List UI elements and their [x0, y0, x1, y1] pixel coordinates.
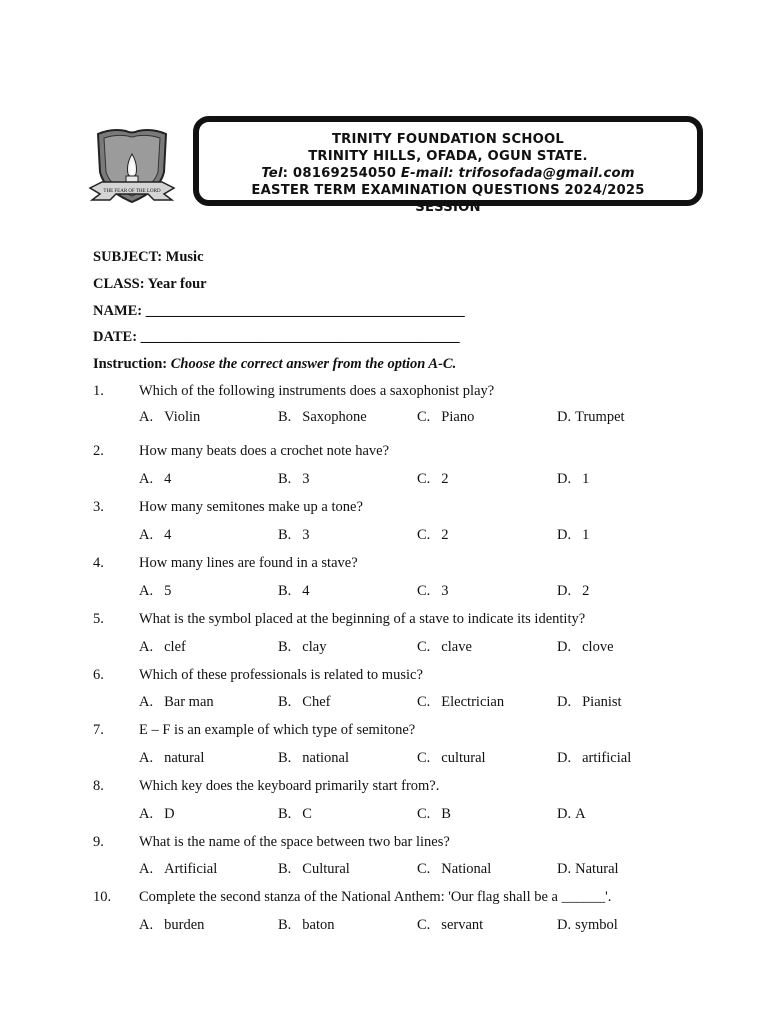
option-text: 4: [164, 471, 172, 487]
option-letter: C.: [417, 639, 431, 655]
question-number: 7.: [93, 722, 104, 738]
option-letter: A.: [139, 409, 154, 425]
answer-option[interactable]: [139, 527, 171, 544]
option-text: servant: [441, 917, 484, 933]
option-letter: A.: [139, 639, 154, 655]
option-text: 2: [441, 471, 449, 487]
school-contact: [199, 165, 697, 182]
answer-option[interactable]: [139, 471, 171, 488]
option-letter: C.: [417, 527, 431, 543]
option-letter: C.: [417, 917, 431, 933]
logo-motto: THE FEAR OF THE LORD: [103, 189, 161, 194]
question-number: 8.: [93, 778, 104, 794]
option-letter: C.: [417, 409, 431, 425]
option-letter: C.: [417, 694, 431, 710]
question-text: Which of these professionals is related to music?: [139, 667, 423, 683]
answer-option[interactable]: [139, 861, 217, 878]
option-text: 4: [302, 583, 310, 599]
option-text: National: [441, 861, 492, 877]
question-text: Which key does the keyboard primarily start from?.: [139, 778, 440, 794]
class-field: [93, 276, 207, 293]
option-text: Bar man: [164, 694, 214, 710]
exam-title: EASTER TERM EXAMINATION QUESTIONS 2024/2025: [251, 183, 645, 198]
option-text: Piano: [441, 409, 475, 425]
option-letter: D.: [557, 917, 572, 933]
answer-option[interactable]: [278, 806, 312, 823]
option-letter: D.: [557, 527, 572, 543]
answer-option[interactable]: [139, 917, 204, 934]
question-text: E – F is an example of which type of semitone?: [139, 722, 416, 738]
option-text: cultural: [441, 750, 486, 766]
option-letter: B.: [278, 750, 292, 766]
option-text: 3: [302, 527, 310, 543]
option-text: D: [164, 806, 175, 822]
answer-option[interactable]: [139, 806, 175, 823]
option-text: Pianist: [582, 694, 622, 710]
option-letter: C.: [417, 806, 431, 822]
option-letter: B.: [278, 583, 292, 599]
answer-option[interactable]: [557, 583, 589, 600]
answer-option[interactable]: [557, 694, 622, 711]
answer-option[interactable]: [278, 917, 335, 934]
question-text: How many semitones make up a tone?: [139, 499, 363, 515]
question-number: 3.: [93, 499, 104, 515]
instruction-text: Choose the correct answer from the option A-C.: [170, 356, 457, 372]
option-text: Chef: [302, 694, 331, 710]
date-label: DATE:: [93, 329, 138, 345]
answer-option[interactable]: [278, 750, 349, 767]
option-letter: C.: [417, 583, 431, 599]
answer-option[interactable]: [557, 750, 631, 767]
option-text: 4: [164, 527, 172, 543]
question-text: What is the symbol placed at the beginning of a stave to indicate its identity?: [139, 611, 586, 627]
option-letter: D.: [557, 409, 572, 425]
answer-option[interactable]: [139, 583, 171, 600]
option-text: baton: [302, 917, 335, 933]
answer-option[interactable]: [557, 471, 589, 488]
answer-option[interactable]: [557, 409, 625, 426]
instruction: [93, 356, 456, 373]
option-letter: A.: [139, 694, 154, 710]
name-field: [93, 303, 465, 320]
option-letter: C.: [417, 750, 431, 766]
answer-option[interactable]: [139, 694, 214, 711]
option-text: A: [575, 806, 586, 822]
option-letter: B.: [278, 471, 292, 487]
answer-option[interactable]: [139, 750, 204, 767]
option-letter: A.: [139, 471, 154, 487]
answer-option[interactable]: [417, 583, 449, 600]
answer-option[interactable]: [278, 861, 350, 878]
option-letter: D.: [557, 471, 572, 487]
option-text: burden: [164, 917, 205, 933]
option-text: clove: [582, 639, 614, 655]
exam-session: SESSION: [415, 200, 481, 215]
option-text: 1: [582, 471, 590, 487]
answer-option[interactable]: [557, 917, 618, 934]
answer-option[interactable]: [417, 409, 474, 426]
option-letter: A.: [139, 750, 154, 766]
question-number: 6.: [93, 667, 104, 683]
answer-option[interactable]: [139, 639, 186, 656]
answer-option[interactable]: [417, 527, 449, 544]
answer-option[interactable]: [417, 861, 491, 878]
option-letter: D.: [557, 694, 572, 710]
option-letter: B.: [278, 694, 292, 710]
option-letter: D.: [557, 861, 572, 877]
option-text: 1: [582, 527, 590, 543]
tel-label: Tel: [261, 166, 283, 181]
option-text: Electrician: [441, 694, 505, 710]
option-text: 2: [441, 527, 449, 543]
option-text: natural: [164, 750, 205, 766]
option-text: 3: [302, 471, 310, 487]
option-letter: B.: [278, 917, 292, 933]
answer-option[interactable]: [557, 806, 586, 823]
option-text: B: [441, 806, 451, 822]
option-text: Saxophone: [302, 409, 367, 425]
answer-option[interactable]: [278, 471, 310, 488]
question-number: 1.: [93, 383, 104, 399]
option-text: C: [302, 806, 312, 822]
answer-option[interactable]: [278, 527, 310, 544]
option-letter: A.: [139, 861, 154, 877]
answer-option[interactable]: [557, 639, 614, 656]
school-crest-icon: [88, 128, 176, 210]
answer-option[interactable]: [557, 527, 589, 544]
email-value: trifosofada@gmail.com: [458, 166, 635, 181]
question-text: How many beats does a crochet note have?: [139, 443, 390, 459]
option-text: Cultural: [302, 861, 350, 877]
option-text: Natural: [575, 861, 619, 877]
question-number: 2.: [93, 443, 104, 459]
question-text: Complete the second stanza of the National Anthem: 'Our flag shall be a ______'.: [139, 889, 612, 905]
school-address: TRINITY HILLS, OFADA, OGUN STATE.: [308, 149, 588, 164]
answer-option[interactable]: [417, 806, 451, 823]
date-field: [93, 329, 460, 346]
name-label: NAME:: [93, 303, 143, 319]
answer-option[interactable]: [557, 861, 619, 878]
option-letter: D.: [557, 806, 572, 822]
question-text: What is the name of the space between two bar lines?: [139, 834, 450, 850]
option-text: Artificial: [164, 861, 218, 877]
option-letter: A.: [139, 583, 154, 599]
option-text: Violin: [164, 409, 201, 425]
school-name: TRINITY FOUNDATION SCHOOL: [331, 132, 564, 147]
option-text: 5: [164, 583, 172, 599]
answer-option[interactable]: [417, 750, 486, 767]
option-letter: D.: [557, 639, 572, 655]
option-text: Trumpet: [575, 409, 625, 425]
option-text: 3: [441, 583, 449, 599]
option-letter: A.: [139, 527, 154, 543]
option-letter: B.: [278, 861, 292, 877]
class-value: Year four: [147, 276, 207, 292]
option-letter: B.: [278, 639, 292, 655]
instruction-label: Instruction:: [93, 356, 168, 372]
option-letter: C.: [417, 861, 431, 877]
subject-label: SUBJECT:: [93, 249, 163, 265]
option-letter: D.: [557, 583, 572, 599]
answer-option[interactable]: [278, 639, 326, 656]
tel-value: : 08169254050: [282, 166, 397, 181]
school-header: [193, 116, 703, 215]
subject-value: Music: [165, 249, 204, 265]
option-letter: C.: [417, 471, 431, 487]
class-label: CLASS:: [93, 276, 145, 292]
answer-option[interactable]: [417, 917, 483, 934]
question-text: Which of the following instruments does a saxophonist play?: [139, 383, 495, 399]
answer-option[interactable]: [139, 409, 200, 426]
option-text: 2: [582, 583, 590, 599]
option-letter: B.: [278, 806, 292, 822]
date-blank: ____________________________________________: [140, 329, 460, 345]
name-blank: ____________________________________________: [145, 303, 465, 319]
option-letter: A.: [139, 806, 154, 822]
option-text: clay: [302, 639, 327, 655]
question-number: 10.: [93, 889, 112, 905]
email-label: E-mail:: [400, 166, 454, 181]
option-text: symbol: [575, 917, 618, 933]
question-text: How many lines are found in a stave?: [139, 555, 358, 571]
subject-field: [93, 249, 204, 266]
answer-option[interactable]: [417, 694, 504, 711]
answer-option[interactable]: [278, 694, 330, 711]
answer-option[interactable]: [417, 639, 472, 656]
answer-option[interactable]: [278, 409, 367, 426]
question-number: 4.: [93, 555, 104, 571]
option-text: clave: [441, 639, 472, 655]
option-text: artificial: [582, 750, 632, 766]
question-number: 5.: [93, 611, 104, 627]
answer-option[interactable]: [278, 583, 310, 600]
option-letter: B.: [278, 527, 292, 543]
option-text: clef: [164, 639, 186, 655]
question-number: 9.: [93, 834, 104, 850]
answer-option[interactable]: [417, 471, 449, 488]
option-letter: B.: [278, 409, 292, 425]
option-text: national: [302, 750, 350, 766]
option-letter: A.: [139, 917, 154, 933]
option-letter: D.: [557, 750, 572, 766]
